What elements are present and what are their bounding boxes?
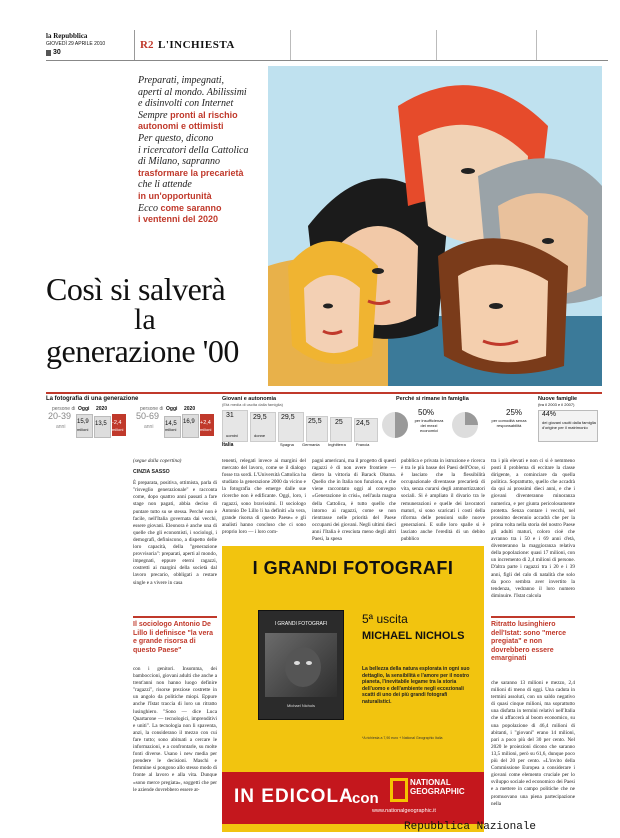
issue-date: GIOVEDÌ 29 APRILE 2010 <box>46 41 106 47</box>
article-col-2 <box>222 458 306 538</box>
age-group-2 <box>134 406 216 446</box>
ad-title: I GRANDI FOTOGRAFI <box>252 558 454 578</box>
article-col-1 <box>133 458 217 608</box>
header-divider-2 <box>290 30 291 60</box>
intro-line: Ecco <box>138 202 161 214</box>
country-value: 29,5 <box>253 414 267 421</box>
country-value: 25,5 <box>308 418 322 425</box>
value-unit: milioni <box>77 427 89 432</box>
article-text: pubblica e privata in istruzione e ricerca è tra le più basse dei Paesi dell'Ocse, si è lasciato che la flessibilità occupazionale diventasse precarietà di vita, senza curarsi degli ammortizzatori sociali. Si è ampliato il divario tra le remunerazioni e quelle dei lavoratori maturi, si sono scaricati i costi della riforma delle pensioni sulle nuove generazioni. E sulle loro spalle si è lasciato anche l'eredità di un debito pubblico <box>401 458 485 543</box>
ad-book-cover <box>258 610 344 720</box>
headline-line-3: generazione '00 <box>46 333 239 369</box>
intro-line: Per questo, dicono <box>138 132 214 144</box>
delta-unit: milioni <box>200 427 212 432</box>
intro-highlight: pronti al rischio <box>170 109 238 120</box>
country-item <box>306 416 328 442</box>
country-value: 25 <box>335 419 343 426</box>
intro-highlight: come saranno <box>160 202 222 213</box>
header-divider-4 <box>536 30 537 60</box>
country-item <box>278 412 304 442</box>
advertisement[interactable] <box>222 546 484 832</box>
intro-line: che li attende <box>138 179 192 191</box>
masthead <box>46 30 608 62</box>
ad-body: La bellezza della natura esplorata in ogni suo dettaglio, la sensibilità e l'amore per il nostro pianeta, l'inevitabile legame tra la storia dell'uomo e dell'ambiente negli eccezionali scatti di uno dei più grandi fotografi naturalistici. <box>362 666 470 705</box>
col-2020: 2020 <box>96 406 108 412</box>
paper-name: la Repubblica <box>46 32 88 40</box>
intro-line: Sempre <box>138 109 171 121</box>
why-title: Perché si rimane in famiglia <box>396 396 469 402</box>
country-item <box>250 412 276 442</box>
age-range: 20-39 <box>48 411 72 421</box>
country-bars <box>222 410 382 448</box>
article-col-4 <box>401 458 485 543</box>
nat-geo-logo <box>390 778 408 802</box>
country-name: Italia <box>222 442 234 448</box>
bar-today <box>76 414 93 438</box>
intro-block <box>138 75 278 226</box>
page-number-box <box>46 50 51 56</box>
pie-chart-1 <box>382 412 408 438</box>
book-cover-title: I GRANDI FOTOGRAFI <box>274 621 328 627</box>
new-families <box>538 396 602 450</box>
age-group-1 <box>46 406 128 446</box>
country-name: Germania <box>302 442 320 447</box>
why-pct: 50% <box>418 408 435 417</box>
ad-note: *A richiesta a 7,90 euro + National Geographic Italia <box>362 736 443 740</box>
country-name: Spagna <box>280 442 294 447</box>
country-value: 24,5 <box>356 420 370 427</box>
age-group-label: persone di <box>52 406 76 412</box>
value-unit: milioni <box>165 427 177 432</box>
delta-value: -2,4 <box>112 420 122 426</box>
section-tag: R2 <box>140 39 154 51</box>
new-pct: 44% <box>542 411 557 418</box>
country-item <box>222 410 248 442</box>
headline <box>46 272 296 368</box>
country-item <box>354 418 378 442</box>
section-title: L'INCHIESTA <box>158 39 235 51</box>
new-title: Nuove famiglie <box>538 396 578 402</box>
col-today: Oggi <box>78 406 90 412</box>
intro-highlight: trasformare la precarietà <box>138 167 244 178</box>
country-name: Francia <box>356 442 370 447</box>
intro-highlight: in un'opportunità <box>138 190 212 201</box>
intro-line: i ricercatori della Cattolica <box>138 144 249 156</box>
nat-geo-url[interactable]: www.nationalgeographic.it <box>372 808 436 814</box>
country-value: 29,5 <box>281 414 295 421</box>
why-pct: 25% <box>506 408 523 417</box>
byline: CINZIA SASSO <box>133 469 170 476</box>
bar-2020 <box>182 414 199 438</box>
headline-line-1: Così si salverà <box>46 271 226 307</box>
ad-issue: 5ª uscita <box>362 612 408 626</box>
new-text: dei giovani usciti dalla famiglia d'origine per il matrimonio <box>542 420 596 430</box>
new-subtitle: (tra il 2003 e il 2007) <box>538 402 575 407</box>
intro-line: e disinvolti con Internet <box>138 98 234 110</box>
article-text: È preparata, positiva, ottimista, parla di "risveglio generazionale" e racconta come, dopo quattro anni passati a fare stage non pagati, abbia deciso di puntare tutto su se stessa. Perché non è facile, nell'Italia governata dai vecchi, essere giovani. Eleonora è anche una di quelle che gli economisti, i sociologi, i demografi, definiscono, a dispetto delle loro capacità, della "generazione provvisoria": preparati, aperti al mondo, impegnati, eppure eterni ragazzi, costretti ai margini della società dal lavoro precario, obbligati a restare single e a vivere in casa <box>133 480 217 586</box>
article-text: che saranno 13 milioni e mezzo, 2,4 milioni di meno di oggi. Una caduta in termini assoluti, con un saldo negativo di quasi cinque milioni, ma soprattutto una disfatta in termini relativi nell'Italia che si affaccerà al boom economico, su una popolazione di 46,4 milioni di abitanti, i "giovani" erano 14 milioni, pari a poco più del 30 per cento. Nel 2020 le proiezioni dicono che saranno 13,5 milioni, però su 61,6, dunque poco più del 20 per cento. «L'invito della Commissione Europea a considerare i giovani come elemento cruciale per lo sviluppo sociale ed economico dei Paesi e a mettere in campo politiche che ne promuovano una piena partecipazione nella <box>491 680 575 807</box>
intro-highlight: autonomi e ottimisti <box>138 121 224 132</box>
article-col-3 <box>312 458 396 543</box>
infographic-title: La fotografia di una generazione <box>46 396 139 402</box>
intro-line: di Milano, sapranno <box>138 156 220 168</box>
header-rule <box>46 60 608 61</box>
country-name: Inghilterra <box>328 442 346 447</box>
footer-credit: Repubblica Nazionale <box>404 821 537 833</box>
ad-cta: IN EDICOLA <box>234 786 354 807</box>
pie-chart-2 <box>452 412 478 438</box>
nat-geo-name-2: GEOGRAPHIC <box>410 787 465 796</box>
header-divider <box>134 30 135 60</box>
young-autonomy <box>222 396 382 450</box>
country-item <box>330 417 352 442</box>
ad-photographer: MICHAEL NICHOLS <box>362 630 465 642</box>
age-unit: anni <box>144 424 154 430</box>
infographic <box>46 392 602 452</box>
ad-cta-con: con <box>352 790 379 807</box>
delta-value: +2,4 <box>200 420 211 426</box>
country-value: 31 <box>226 412 234 419</box>
article-text: tra i più elevati e non ci si è nemmeno posti il problema di eccitare la classe dirigente, a cominciare da quella politica. Soprattutto, quello che accadrà da qui ai prossimi dieci anni, e che i giovani diventeranno minoranza numerica, e per giunta pericolosamente protetta. Senza contare i vecchi, nel prossimo decennio accadrà che per la prima volta nella storia del nostro Paese gli adulti maturi, coloro cioè che avranno tra i 50 e i 69 anni d'età, diventeranno la maggioranza relativa della popolazione: quasi 17 milioni, con un incremento di 2,4 milioni di persone. D'altra parte i ragazzi tra i 20 e i 39 anni, figli del calo di natalità che solo da poco sembra aver invertito la tendenza, vedranno il loro numero diminuire. l'Istat calcola <box>491 458 575 599</box>
value-2020: 16,9 <box>183 419 195 425</box>
delta-unit: milioni <box>112 427 124 432</box>
pullquote-text: Ritratto lusinghiero dell'Istat: sono "merce pregiata" e non dovrebbero essere emarginati <box>491 621 567 662</box>
age-unit: anni <box>56 424 66 430</box>
article-text: pagni americani, ma il progetto di questi ragazzi è di non avere frontiere — dietro la vittoria di Barack Obama. Quello che in Italia non funziona, e che viene raccontato oggi al convegno «Generazione in crisi», nell'aula magna della Cattolica, è tutto quello che intorno ai ragazzi, come se non rientrasse nelle priorità del Paese occuparsi dei giovani. Negli ultimi dieci anni l'Italia è cresciuta meno degli altri Paesi, la spesa <box>312 458 396 543</box>
article-col-5b <box>491 680 575 828</box>
value-today: 14,5 <box>165 421 177 427</box>
country-label: uomini <box>226 433 238 438</box>
intro-highlight: i ventenni del 2020 <box>138 214 219 225</box>
book-cover-author: Michael Nichols <box>286 703 315 708</box>
book-cover-photo <box>265 633 337 697</box>
article-col-1b <box>133 666 217 828</box>
age-range: 50-69 <box>136 411 160 421</box>
col-today: Oggi <box>166 406 178 412</box>
page-number: 30 <box>53 49 61 56</box>
article-col-5 <box>491 458 575 608</box>
value-today: 15,9 <box>77 419 89 425</box>
why-text: per insufficienza dei mezzi economici <box>414 418 444 433</box>
continuation: (segue dalla copertina) <box>133 458 182 464</box>
why-stay <box>382 396 532 450</box>
young-title: Giovani e autonomia <box>222 396 277 402</box>
book-cover-art <box>265 633 337 697</box>
col-2020: 2020 <box>184 406 196 412</box>
intro-line: aperti al mondo. Abilissimi <box>138 86 247 98</box>
intro-line: Preparati, impegnati, <box>138 75 225 86</box>
new-families-box <box>538 410 598 442</box>
value-2020: 13,5 <box>95 421 107 427</box>
faces-illustration <box>268 66 602 386</box>
pullquote-text: Il sociologo Antonio De Lillo li definisce "la vera e grande risorsa di questo Paese" <box>133 621 213 654</box>
pullquote-2 <box>491 616 575 664</box>
pullquote-1 <box>133 616 217 655</box>
headline-line-2: la <box>134 303 156 336</box>
faces-illustration-art <box>268 66 602 386</box>
nat-geo-name-1: NATIONAL <box>410 778 451 787</box>
country-label: donne <box>254 433 266 438</box>
article-text: con i genitori. Insomma, dei bamboccioni, giovani adulti che anche a trent'anni non hanno luogo definire "ragazzi", risorse preziose costrette in un angolo da politiche miopi. Eppure anche l'Istat traccia di loro un ritratto lusinghiero. "Sono — dice Luca Quartarone — tecnologici, imprenditivi e uniti". La tecnologia non li spaventa, anzi, la considerano il mezzo con cui fare tutto; sono abituati a cercare le informazioni, e a confrontarle, su molte fonti diverse. Usano i new media per prendere le decisioni. Maschi e femmine si pongono allo stesso modo di fronte al lavoro e alla vita. Dunque «sono merce pregiata», soggetti che per le aziende dovrebbero essere at- <box>133 666 217 793</box>
young-subtitle: (Età media di uscita dalla famiglia) <box>222 402 283 407</box>
why-text: per comodità senza responsabilità <box>491 418 527 428</box>
header-divider-3 <box>436 30 437 60</box>
infographic-rule <box>46 392 602 394</box>
bar-2020 <box>94 416 111 438</box>
article-text: tenenti, relegati invece ai margini del mercato del lavoro, come se il dialogo fosse tra sordi. L'Università Cattolica ha studiato la generazione 2000 da vicino e la fotografia che emerge dalle sue ricerche non è edificante. Oggi, loro, i ragazzi, sono bravissimi. Il sociologo Antonio De Lillo li ha definiti «la vera, grande risorsa di questo Paese» e gli analisti hanno concluso che ci sono proprio loro — i loro com- <box>222 458 306 535</box>
age-group-label: persone di <box>140 406 164 412</box>
ad-cta-bar[interactable] <box>222 772 484 824</box>
